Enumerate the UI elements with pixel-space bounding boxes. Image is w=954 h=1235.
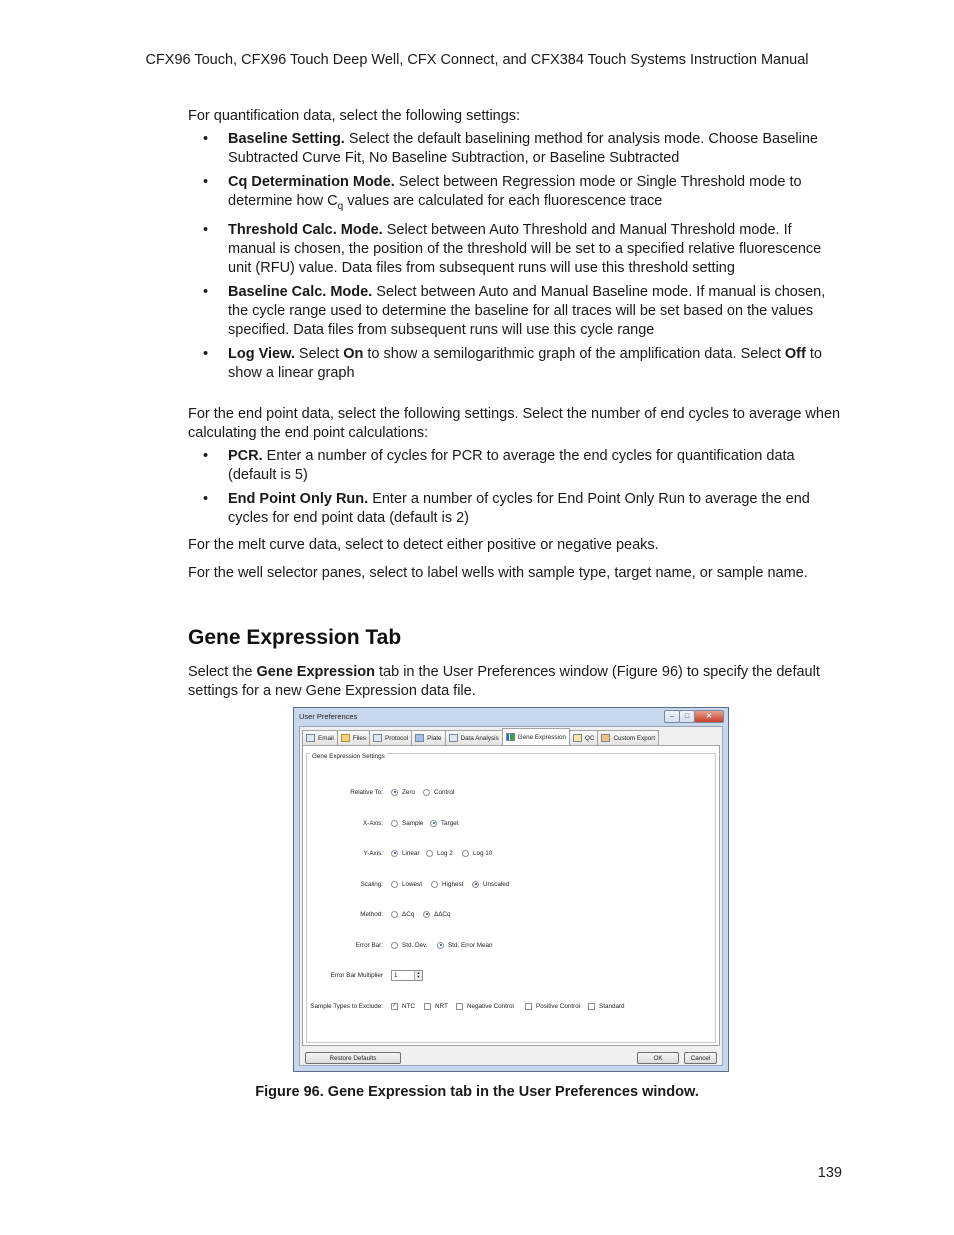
radio-highest[interactable]: Highest xyxy=(431,881,463,888)
cancel-button[interactable]: Cancel xyxy=(684,1052,717,1064)
tab-files[interactable]: Files xyxy=(337,730,370,745)
tab-gene-expression[interactable]: Gene Expression xyxy=(502,728,570,745)
tab-strip xyxy=(302,728,658,745)
radio-zero[interactable]: Zero xyxy=(391,789,415,796)
user-preferences-dialog xyxy=(293,707,729,1072)
dialog-titlebar xyxy=(294,708,728,726)
minimize-button[interactable]: – xyxy=(664,710,680,723)
tab-qc[interactable]: QC xyxy=(569,730,598,745)
radio-sample[interactable]: Sample xyxy=(391,820,423,827)
row-relative-to xyxy=(307,786,717,798)
checkbox-positive-control[interactable]: Positive Control xyxy=(525,1003,580,1010)
folder-icon xyxy=(341,734,350,742)
bullet-cq-mode: • Cq Determination Mode. Select between Regression mode or Single Threshold mode to determine how $C_q$ values are calculated for each fluorescence trace xyxy=(203,174,802,212)
row-label: Method: xyxy=(360,910,383,918)
plate-icon xyxy=(415,734,424,742)
ok-button[interactable]: OK xyxy=(637,1052,679,1064)
radio-control[interactable]: Control xyxy=(423,789,454,796)
gene-expression-paragraph: Select the Gene Expression tab in the User Preferences window (Figure 96) to specify the default settings for a new Gene Expression data file. xyxy=(188,664,820,699)
tab-data-analysis[interactable]: Data Analysis xyxy=(445,730,503,745)
figure-caption: Figure 96. Gene Expression tab in the User Preferences window. xyxy=(255,1084,699,1100)
settings-group xyxy=(306,753,716,1043)
checkbox-standard[interactable]: Standard xyxy=(588,1003,625,1010)
protocol-icon xyxy=(373,734,382,742)
tab-protocol[interactable]: Protocol xyxy=(369,730,412,745)
bullet-pcr: • PCR. Enter a number of cycles for PCR to average the end cycles for quantification data (default is 5) xyxy=(203,448,795,483)
row-label: Error Bar Multiplier xyxy=(330,971,383,979)
row-sample-types-exclude xyxy=(307,1000,717,1012)
chart-icon xyxy=(449,734,458,742)
restore-defaults-button[interactable]: Restore Defaults xyxy=(305,1052,401,1064)
row-label: Error Bar: xyxy=(355,941,383,949)
radio-linear[interactable]: Linear xyxy=(391,850,420,857)
bar-chart-icon xyxy=(506,733,515,741)
checkbox-ntc[interactable]: ✓ NTC xyxy=(392,1002,415,1010)
row-label: X-Axis: xyxy=(363,819,383,827)
row-label: Y-Axis: xyxy=(363,849,383,857)
checkbox-negative-control[interactable]: Negative Control xyxy=(456,1003,514,1010)
spin-arrows-icon[interactable]: ▲ ▼ xyxy=(414,971,422,980)
group-title: Gene Expression Settings xyxy=(312,753,385,760)
envelope-icon xyxy=(306,734,315,742)
checkbox-nrt[interactable]: NRT xyxy=(424,1003,448,1010)
page-number: 139 xyxy=(817,1165,842,1181)
close-button[interactable]: ✕ xyxy=(694,710,724,723)
radio-log10[interactable]: Log 10 xyxy=(462,850,492,857)
bullet-log-view: • Log View. Select On to show a semilogarithmic graph of the amplification data. Select Off to show a linear graph xyxy=(203,345,822,381)
radio-target[interactable]: Target xyxy=(430,820,459,827)
multiplier-stepper[interactable]: 1 ▲ ▼ xyxy=(391,970,423,981)
radio-log2[interactable]: Log 2 xyxy=(426,850,453,857)
melt-curve-text: For the melt curve data, select to detect either positive or negative peaks. xyxy=(188,537,659,553)
dialog-title: User Preferences xyxy=(299,712,358,721)
row-label: Relative To: xyxy=(350,788,383,796)
export-icon xyxy=(601,734,610,742)
section-heading: Gene Expression Tab xyxy=(188,626,402,649)
row-error-bar-multiplier xyxy=(307,969,717,981)
radio-unscaled[interactable]: Unscaled xyxy=(472,881,509,888)
radio-std-error-mean[interactable]: Std. Error Mean xyxy=(437,942,492,949)
maximize-button[interactable]: □ xyxy=(679,710,695,723)
bullet-threshold-mode: • Threshold Calc. Mode. Select between Auto Threshold and Manual Threshold mode. If manual is chosen, the position of the threshold will be set to a specified relative fluorescence unit (RFU) value. Data files from subsequent runs will use this threshold setting xyxy=(203,221,822,276)
dialog-client xyxy=(299,726,723,1066)
quant-intro: For quantification data, select the following settings: xyxy=(188,108,521,124)
bullet-baseline-calc: • Baseline Calc. Mode. Select between Auto and Manual Baseline mode. If manual is chosen, the cycle range used to determine the baseline for all traces will be set based on the values specified. Data files from subsequent runs will use this cycle range xyxy=(203,283,826,338)
radio-delta-delta-cq[interactable]: ΔΔCq xyxy=(423,911,450,918)
row-label: Scaling: xyxy=(360,880,383,888)
running-header: CFX96 Touch, CFX96 Touch Deep Well, CFX Connect, and CFX384 Touch Systems Instruction Manual xyxy=(145,52,809,68)
tab-panel xyxy=(302,745,720,1046)
row-scaling xyxy=(307,878,717,890)
bullet-baseline-setting: • Baseline Setting. Select the default baselining method for analysis mode. Choose Baseline Subtracted Curve Fit, No Baseline Subtraction, or Baseline Subtracted xyxy=(203,131,818,166)
tab-custom-export[interactable]: Custom Export xyxy=(597,730,659,745)
row-method xyxy=(307,908,717,920)
endpoint-bullet-list xyxy=(203,447,843,528)
tab-plate[interactable]: Plate xyxy=(411,730,445,745)
radio-lowest[interactable]: Lowest xyxy=(391,881,422,888)
endpoint-intro: For the end point data, select the following settings. Select the number of end cycles to average when calculating the end point calculations: xyxy=(188,406,841,441)
tab-email[interactable]: Email xyxy=(302,730,338,745)
row-label: Sample Types to Exclude: xyxy=(310,1002,383,1010)
quant-bullet-list xyxy=(203,130,843,383)
row-error-bar xyxy=(307,939,717,951)
well-selector-text: For the well selector panes, select to label wells with sample type, target name, or sample name. xyxy=(188,565,808,581)
row-y-axis xyxy=(307,847,717,859)
row-x-axis xyxy=(307,817,717,829)
radio-delta-cq[interactable]: ΔCq xyxy=(391,911,414,918)
qc-icon xyxy=(573,734,582,742)
bullet-end-point-only: • End Point Only Run. Enter a number of cycles for End Point Only Run to average the end cycles for end point data (default is 2) xyxy=(203,491,810,526)
radio-std-dev[interactable]: Std. Dev. xyxy=(391,942,427,949)
